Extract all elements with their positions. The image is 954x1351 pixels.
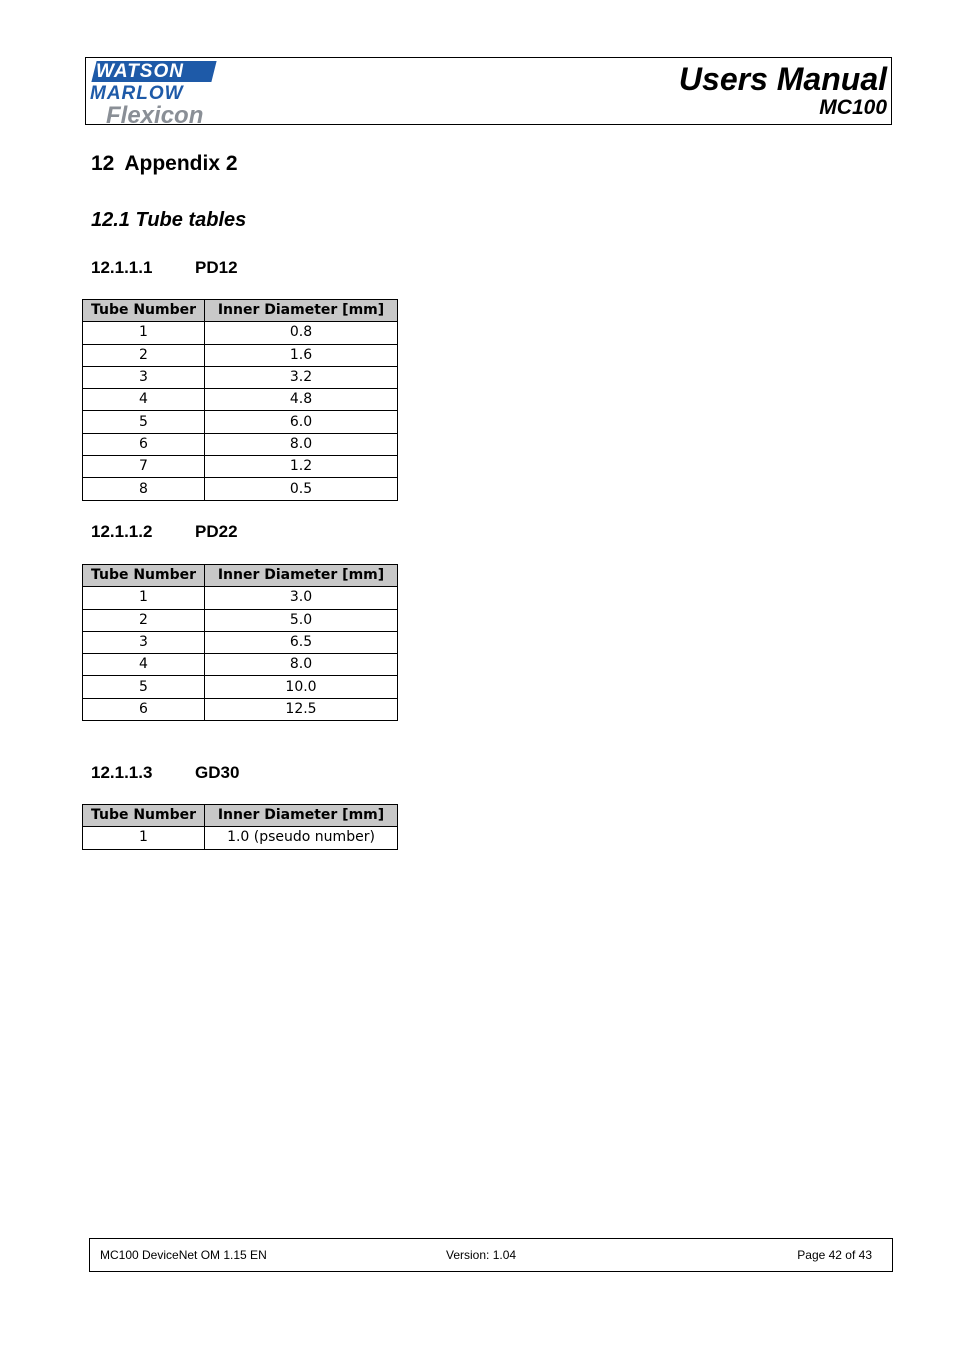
tube-number-cell: 5 (83, 411, 205, 433)
tube-number-cell: 3 (83, 631, 205, 653)
table-heading-gd30 (91, 763, 239, 783)
table-row (83, 322, 398, 344)
column-header-tube-number: Tube Number (83, 805, 205, 827)
table-row (83, 654, 398, 676)
table-row (83, 389, 398, 411)
table-row (83, 433, 398, 455)
tube-number-cell: 8 (83, 478, 205, 500)
table-heading-title: PD22 (195, 522, 238, 541)
inner-diameter-cell: 0.8 (205, 322, 398, 344)
manual-model: MC100 (819, 96, 887, 119)
tube-number-cell: 1 (83, 322, 205, 344)
tube-table-gd30 (82, 804, 398, 850)
page-header (85, 57, 892, 129)
inner-diameter-cell: 5.0 (205, 609, 398, 631)
inner-diameter-cell: 6.5 (205, 631, 398, 653)
table-row (83, 456, 398, 478)
table-row (83, 827, 398, 849)
inner-diameter-cell: 1.2 (205, 456, 398, 478)
inner-diameter-cell: 0.5 (205, 478, 398, 500)
page-footer (89, 1238, 893, 1272)
tube-table-pd22 (82, 564, 398, 721)
column-header-inner-diameter: Inner Diameter [mm] (205, 300, 398, 322)
subsection-heading: 12.1 Tube tables (91, 209, 247, 231)
table-row (83, 344, 398, 366)
table-row (83, 676, 398, 698)
inner-diameter-cell: 6.0 (205, 411, 398, 433)
column-header-tube-number: Tube Number (83, 300, 205, 322)
footer-page-number: Page 42 of 43 (797, 1248, 872, 1262)
table-heading-number: 12.1.1.3 (91, 763, 153, 782)
column-header-inner-diameter: Inner Diameter [mm] (205, 565, 398, 587)
footer-version: Version: 1.04 (446, 1248, 517, 1262)
tube-number-cell: 2 (83, 609, 205, 631)
section-number: 12 (91, 152, 115, 175)
table-row (83, 478, 398, 500)
tube-number-cell: 2 (83, 344, 205, 366)
footer-document-id: MC100 DeviceNet OM 1.15 EN (100, 1248, 267, 1262)
tube-number-cell: 6 (83, 698, 205, 720)
table-heading-pd22 (91, 522, 238, 542)
table-row (83, 609, 398, 631)
section-title: Appendix 2 (124, 152, 238, 175)
watson-marlow-flexicon-logo (90, 60, 218, 129)
tube-table-pd12 (82, 299, 398, 501)
table-heading-number: 12.1.1.2 (91, 522, 153, 541)
inner-diameter-cell: 4.8 (205, 389, 398, 411)
inner-diameter-cell: 1.0 (pseudo number) (205, 827, 398, 849)
manual-title: Users Manual (678, 61, 887, 97)
section-heading (91, 151, 238, 177)
tube-number-cell: 4 (83, 654, 205, 676)
inner-diameter-cell: 10.0 (205, 676, 398, 698)
table-row (83, 587, 398, 609)
tube-number-cell: 1 (83, 587, 205, 609)
inner-diameter-cell: 12.5 (205, 698, 398, 720)
table-header-row (83, 300, 398, 322)
inner-diameter-cell: 1.6 (205, 344, 398, 366)
inner-diameter-cell: 3.2 (205, 366, 398, 388)
tube-number-cell: 4 (83, 389, 205, 411)
inner-diameter-cell: 8.0 (205, 654, 398, 676)
table-header-row (83, 565, 398, 587)
column-header-tube-number: Tube Number (83, 565, 205, 587)
table-row (83, 698, 398, 720)
tube-number-cell: 3 (83, 366, 205, 388)
column-header-inner-diameter: Inner Diameter [mm] (205, 805, 398, 827)
tube-number-cell: 6 (83, 433, 205, 455)
tube-number-cell: 5 (83, 676, 205, 698)
table-heading-title: PD12 (195, 258, 238, 277)
table-row (83, 366, 398, 388)
tube-number-cell: 7 (83, 456, 205, 478)
table-header-row (83, 805, 398, 827)
table-row (83, 631, 398, 653)
logo-line-2: MARLOW (90, 83, 184, 104)
tube-number-cell: 1 (83, 827, 205, 849)
table-heading-number: 12.1.1.1 (91, 258, 153, 277)
table-heading-title: GD30 (195, 763, 240, 782)
table-row (83, 411, 398, 433)
table-heading-pd12 (91, 258, 238, 278)
logo-line-1: WATSON (96, 61, 184, 82)
logo-line-3: Flexicon (106, 102, 204, 129)
inner-diameter-cell: 8.0 (205, 433, 398, 455)
inner-diameter-cell: 3.0 (205, 587, 398, 609)
